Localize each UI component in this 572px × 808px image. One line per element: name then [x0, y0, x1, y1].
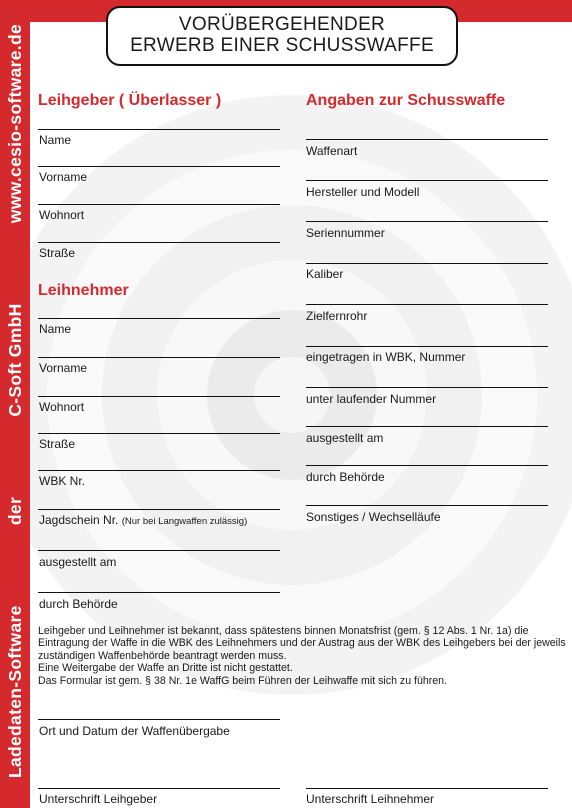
- weapon-maker-label: Hersteller und Modell: [306, 185, 420, 199]
- lender-signature-line[interactable]: [38, 788, 280, 789]
- borrower-issued-label: ausgestellt am: [39, 555, 117, 569]
- weapon-misc-line[interactable]: [306, 505, 548, 506]
- borrower-issued-line[interactable]: [38, 550, 280, 551]
- weapon-scope-label: Zielfernrohr: [306, 309, 368, 323]
- weapon-serial-label: Seriennummer: [306, 226, 385, 240]
- lender-city-line[interactable]: [38, 204, 280, 205]
- weapon-caliber-line[interactable]: [306, 263, 548, 264]
- borrower-authority-label: durch Behörde: [39, 597, 118, 611]
- weapon-wbk-label: eingetragen in WBK, Nummer: [306, 350, 466, 364]
- borrower-wbk-label: WBK Nr.: [39, 474, 86, 488]
- sidebar-part-3: C-Soft GmbH: [4, 303, 25, 417]
- weapon-type-line[interactable]: [306, 139, 548, 140]
- lender-name-line[interactable]: [38, 129, 280, 130]
- weapon-maker-line[interactable]: [306, 180, 548, 181]
- sidebar-strip: [0, 0, 30, 808]
- borrower-authority-line[interactable]: [38, 592, 280, 593]
- borrower-firstname-label: Vorname: [39, 361, 88, 375]
- sidebar-text: [0, 0, 30, 808]
- borrower-heading: Leihnehmer: [38, 282, 129, 299]
- weapon-scope-line[interactable]: [306, 304, 548, 305]
- weapon-heading: Angaben zur Schusswaffe: [306, 92, 506, 109]
- license-label-text: Jagdschein Nr.: [39, 513, 119, 527]
- license-note: (Nur bei Langwaffen zulässig): [121, 516, 248, 527]
- borrower-signature-line[interactable]: [306, 788, 548, 789]
- borrower-street-label: Straße: [39, 437, 76, 451]
- notice-line-1: Leihgeber und Leihnehmer ist bekannt, dass spätestens binnen Monatsfrist (gem. § 12 Abs. 1 Nr. 1a) die Eintragung der Waffe in die WBK des Leihnehmers und der Austrag aus der WBK des Leihgebers bei der jeweils zuständigen Waffenbehörde beantragt werden muss.: [38, 625, 566, 662]
- borrower-city-label: Wohnort: [39, 400, 85, 414]
- lender-firstname-label: Vorname: [39, 170, 88, 184]
- weapon-issued-line[interactable]: [306, 426, 548, 427]
- borrower-street-line[interactable]: [38, 433, 280, 434]
- lender-signature-label: Unterschrift Leihgeber: [39, 792, 158, 806]
- borrower-license-label: [39, 513, 247, 527]
- borrower-license-line[interactable]: [38, 509, 280, 510]
- notice-line-3: Das Formular ist gem. § 38 Nr. 1e WaffG beim Führen der Leihwaffe mit sich zu führen.: [38, 674, 448, 687]
- sidebar-part-4: www.cesio-software.de: [4, 24, 25, 224]
- borrower-wbk-line[interactable]: [38, 470, 280, 471]
- weapon-wbk-line[interactable]: [306, 346, 548, 347]
- weapon-misc-label: Sonstiges / Wechselläufe: [306, 510, 441, 524]
- borrower-city-line[interactable]: [38, 396, 280, 397]
- weapon-serial-line[interactable]: [306, 221, 548, 222]
- lender-street-line[interactable]: [38, 242, 280, 243]
- weapon-seq-label: unter laufender Nummer: [306, 392, 437, 406]
- lender-city-label: Wohnort: [39, 208, 85, 222]
- lender-firstname-line[interactable]: [38, 166, 280, 167]
- title-line-2: ERWERB EINER SCHUSSWAFFE: [130, 35, 434, 56]
- place-date-line[interactable]: [38, 719, 280, 720]
- title-line-1: VORÜBERGEHENDER: [178, 14, 386, 35]
- sidebar-part-1: Ladedaten-Software: [4, 605, 25, 778]
- form-title: [106, 6, 458, 66]
- legal-notice: [38, 625, 566, 687]
- weapon-authority-line[interactable]: [306, 465, 548, 466]
- weapon-issued-label: ausgestellt am: [306, 431, 384, 445]
- borrower-firstname-line[interactable]: [38, 357, 280, 358]
- notice-line-2: Eine Weitergabe der Waffe an Dritte ist nicht gestattet.: [38, 662, 293, 675]
- place-date-label: Ort und Datum der Waffenübergabe: [39, 724, 230, 738]
- borrower-name-line[interactable]: [38, 318, 280, 319]
- sidebar-part-2: der: [4, 496, 25, 526]
- weapon-caliber-label: Kaliber: [306, 267, 344, 281]
- weapon-type-label: Waffenart: [306, 144, 358, 158]
- borrower-signature-label: Unterschrift Leihnehmer: [306, 792, 435, 806]
- lender-street-label: Straße: [39, 246, 76, 260]
- lender-name-label: Name: [39, 133, 72, 147]
- borrower-name-label: Name: [39, 322, 72, 336]
- weapon-seq-line[interactable]: [306, 387, 548, 388]
- weapon-authority-label: durch Behörde: [306, 470, 385, 484]
- lender-heading: Leihgeber ( Überlasser ): [38, 92, 222, 109]
